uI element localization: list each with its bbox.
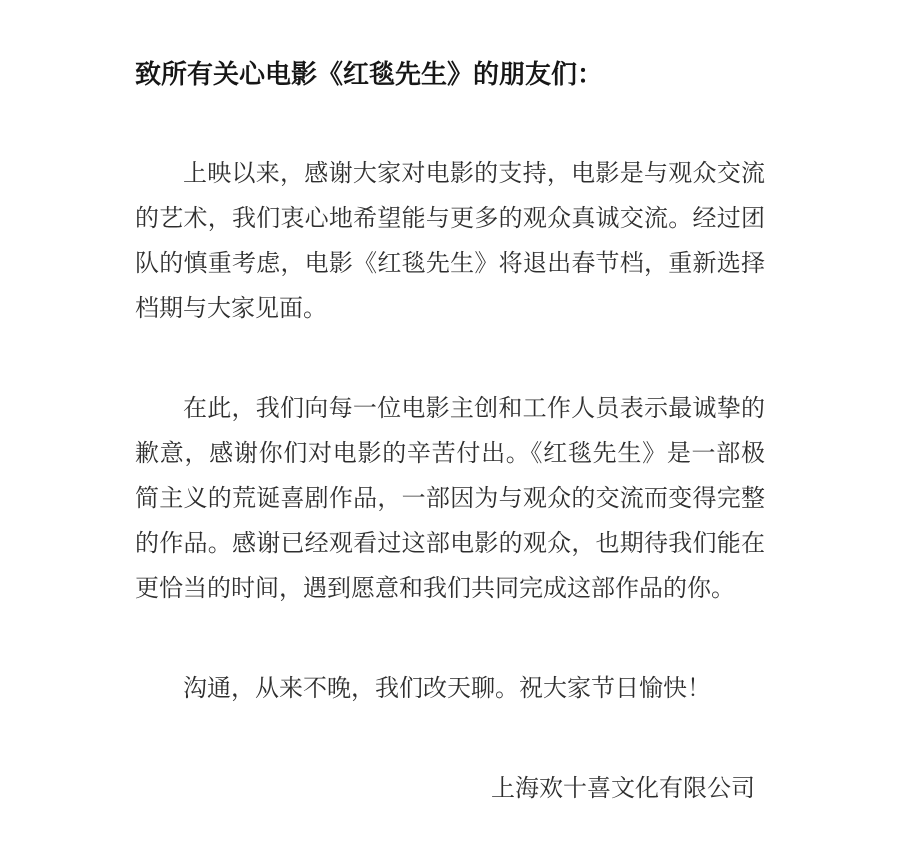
letter-paragraph-2: 在此，我们向每一位电影主创和工作人员表示最诚挚的歉意，感谢你们对电影的辛苦付出。《红毯先生》是一部极简主义的荒诞喜剧作品，一部因为与观众的交流而变得完整的作品。感谢已经观看过这部电影的观众，也期待我们能在更恰当的时间，遇到愿意和我们共同完成这部作品的你。 <box>135 396 765 602</box>
letter-signature: 上海欢十喜文化有限公司 <box>491 776 755 802</box>
letter-paragraph-1: 上映以来，感谢大家对电影的支持，电影是与观众交流的艺术，我们衷心地希望能与更多的观众真诚交流。经过团队的慎重考虑，电影《红毯先生》将退出春节档，重新选择档期与大家见面。 <box>135 161 765 322</box>
letter-paragraph-3: 沟通，从来不晚，我们改天聊。祝大家节日愉快！ <box>183 676 711 702</box>
letter-title: 致所有关心电影《红毯先生》的朋友们： <box>135 60 604 89</box>
